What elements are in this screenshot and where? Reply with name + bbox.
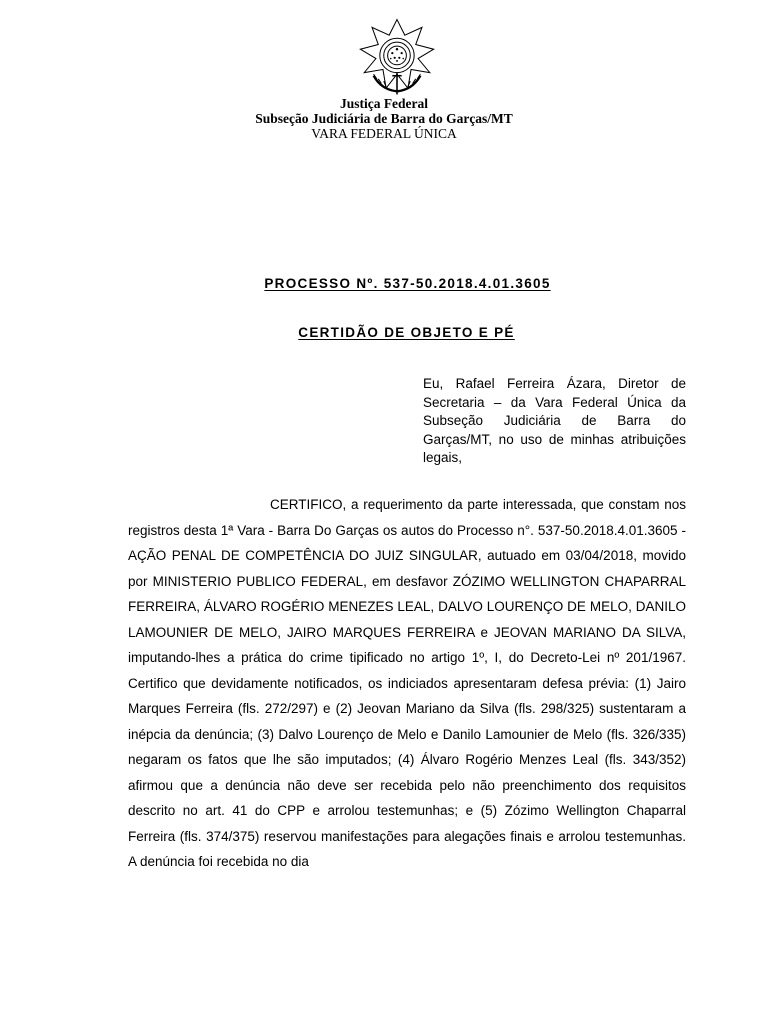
court-division: VARA FEDERAL ÚNICA — [311, 126, 457, 141]
subsection-name: Subseção Judiciária de Barra do Garças/MT — [255, 111, 513, 126]
intro-paragraph: Eu, Rafael Ferreira Ázara, Diretor de Secretaria – da Vara Federal Única da Subseção Judiciária de Barra do Garças/MT, no uso de minhas atribuições legais, — [423, 376, 686, 465]
brasao-da-republica-icon — [358, 18, 436, 96]
process-number: PROCESSO Nº. 537-50.2018.4.01.3605 — [264, 276, 551, 291]
court-name: Justiça Federal — [339, 96, 429, 111]
certificate-body: CERTIFICO, a requerimento da parte interessada, que constam nos registros desta 1ª Vara - Barra Do Garças os autos do Processo n°. 537-50.2018.4.01.3605 - AÇÃO PENAL DE COMPETÊNCIA DO JUIZ SINGULAR, autuado em 03/04/2018, movido por MINISTERIO PUBLICO FEDERAL, em desfavor ZÓZIMO WELLINGTON CHAPARRAL FERREIRA, ÁLVARO ROGÉRIO MENEZES LEAL, DALVO LOURENÇO DE MELO, DANILO LAMOUNIER DE MELO, JAIRO MARQUES FERREIRA e JEOVAN MARIANO DA SILVA, imputando-lhes a prática do crime tipificado no artigo 1º, I, do Decreto-Lei nº 201/1967. Certifico que devidamente notificados, os indiciados apresentaram defesa prévia: (1) Jairo Marques Ferreira (fls. 272/297) e (2) Jeovan Mariano da Silva (fls. 298/325) sustentaram a inépcia da denúncia; (3) Dalvo Lourenço de Melo e Danilo Lamounier de Melo (fls. 326/335) negaram os fatos que lhe são imputados; (4) Álvaro Rogério Menzes Leal (fls. 343/352) afirmou que a denúncia não deve ser recebida pelo não preenchimento dos requisitos descrito no art. 41 do CPP e arrolou testemunhas; e (5) Zózimo Wellington Chaparral Ferreira (fls. 374/375) reservou manifestações para alegações finais e arrolou testemunhas. A denúncia foi recebida no dia — [128, 497, 686, 869]
certificate-title: CERTIDÃO DE OBJETO E PÉ — [298, 325, 515, 340]
